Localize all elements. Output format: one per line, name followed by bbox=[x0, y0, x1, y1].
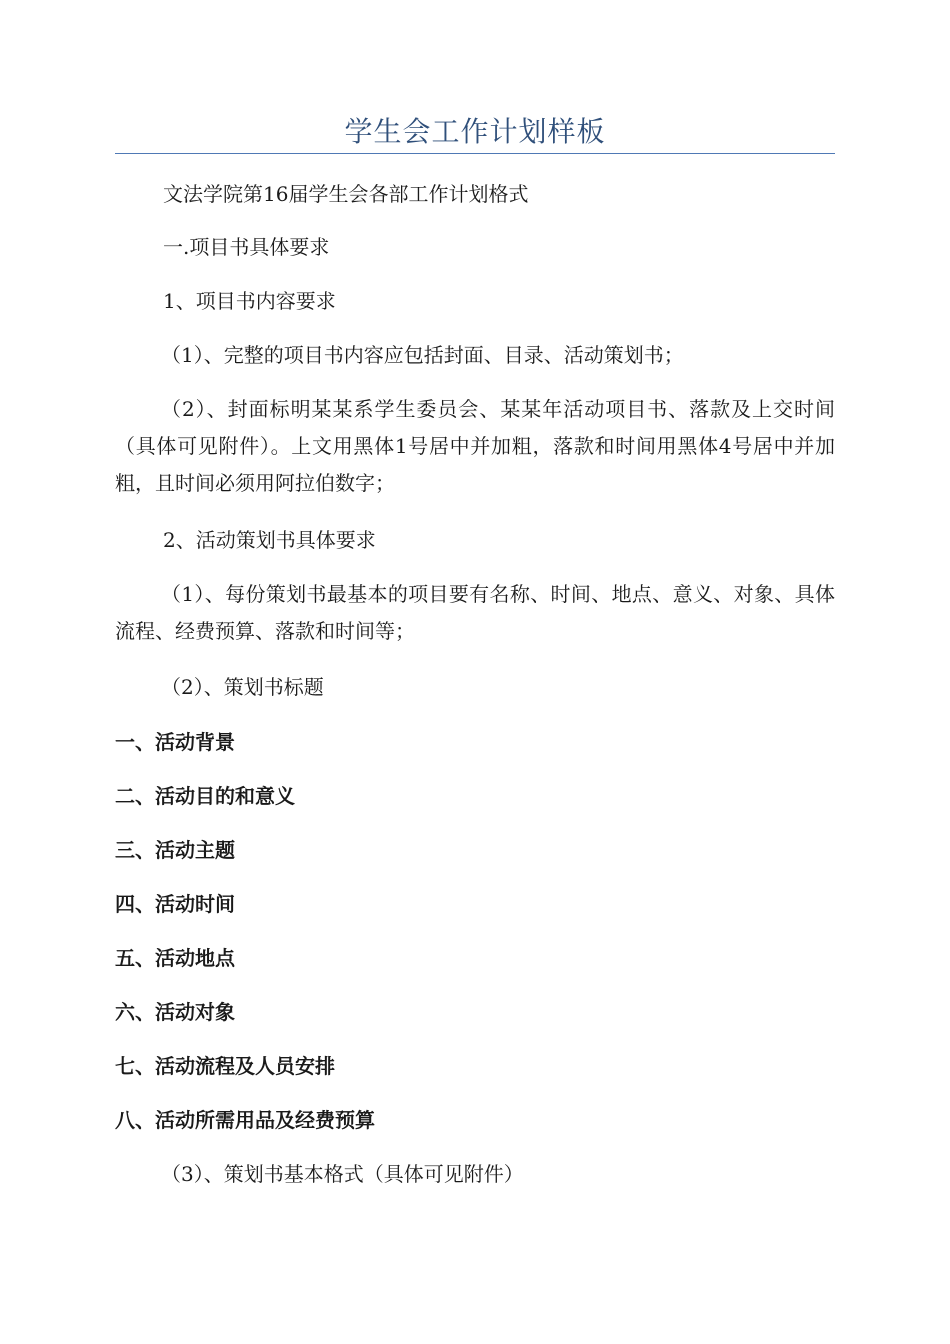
paragraph-section-one: 一.项目书具体要求 bbox=[163, 235, 330, 259]
paragraph-item-2: （2）、封面标明某某系学生委员会、某某年活动项目书、落款及上交时间（具体可见附件）。上文用黑体1号居中并加粗，落款和时间用黑体4号居中并加粗，且时间必须用阿拉伯数字； bbox=[115, 397, 835, 495]
heading-activity-process: 七、活动流程及人员安排 bbox=[115, 1054, 335, 1078]
title-underline bbox=[115, 153, 835, 154]
paragraph-basic-format: （3）、策划书基本格式（具体可见附件） bbox=[161, 1162, 524, 1186]
heading-activity-budget: 八、活动所需用品及经费预算 bbox=[115, 1108, 375, 1132]
paragraph-content-requirements: 1、项目书内容要求 bbox=[163, 289, 336, 313]
heading-activity-time: 四、活动时间 bbox=[115, 892, 235, 916]
paragraph-intro: 文法学院第16届学生会各部工作计划格式 bbox=[163, 182, 529, 206]
heading-activity-location: 五、活动地点 bbox=[115, 946, 235, 970]
heading-activity-purpose: 二、活动目的和意义 bbox=[115, 784, 295, 808]
heading-activity-background: 一、活动背景 bbox=[115, 730, 235, 754]
paragraph-plan-item-1: （1）、每份策划书最基本的项目要有名称、时间、地点、意义、对象、具体流程、经费预算、落款和时间等； bbox=[115, 582, 835, 643]
document-title: 学生会工作计划样板 bbox=[344, 115, 606, 148]
paragraph-item-1: （1）、完整的项目书内容应包括封面、目录、活动策划书； bbox=[161, 343, 684, 367]
heading-activity-audience: 六、活动对象 bbox=[115, 1000, 235, 1024]
paragraph-plan-requirements: 2、活动策划书具体要求 bbox=[163, 528, 376, 552]
paragraph-plan-title: （2）、策划书标题 bbox=[161, 675, 324, 699]
heading-activity-theme: 三、活动主题 bbox=[115, 838, 235, 862]
